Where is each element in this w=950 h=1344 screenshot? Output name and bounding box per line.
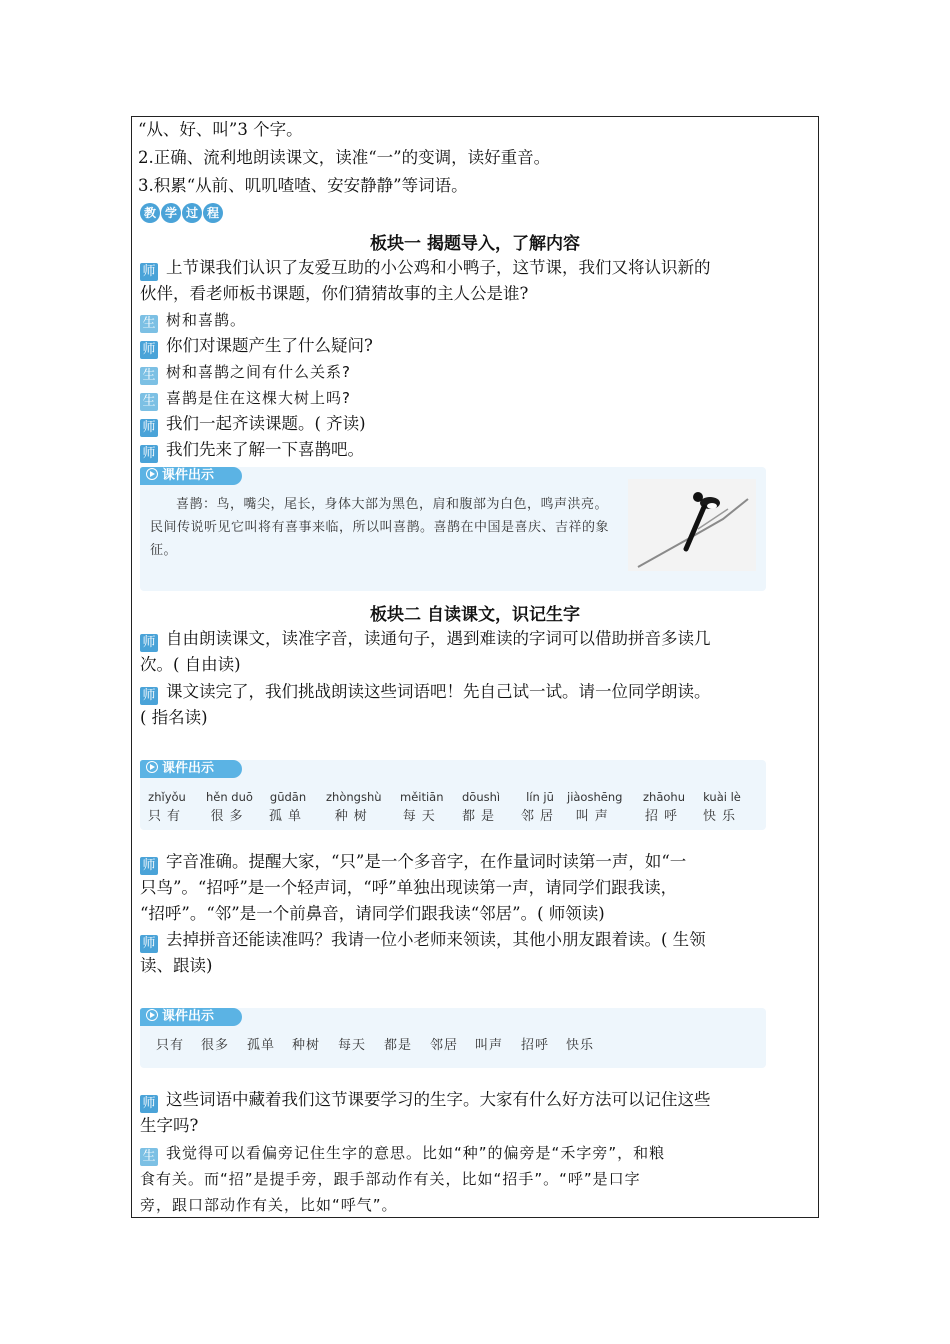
pinyin: zhǐyǒu — [148, 790, 186, 804]
dialogue-line — [140, 359, 810, 385]
vocab-item — [269, 790, 307, 824]
pinyin: dōushì — [462, 790, 501, 804]
pinyin: lín jū — [526, 790, 554, 804]
pinyin: zhòngshù — [326, 790, 382, 804]
dialogue-line — [140, 333, 810, 359]
courseware-panel-pinyin — [140, 760, 766, 830]
play-icon — [146, 1009, 158, 1021]
hanzi: 孤单 — [269, 809, 308, 824]
pinyin: gūdān — [269, 790, 307, 804]
vocab-item — [400, 790, 444, 824]
line-text: 这些词语中藏着我们这节课要学习的生字。大家有什么好方法可以记住这些 — [166, 1090, 711, 1109]
hanzi: 招呼 — [644, 809, 683, 824]
magpie-description: 喜鹊：鸟，嘴尖，尾长，身体大部为黑色，肩和腹部为白色，鸣声洪亮。民间传说听见它叫将有喜事来临，所以叫喜鹊。喜鹊在中国是喜庆、吉祥的象征。 — [150, 497, 610, 558]
line-text: 树和喜鹊。 — [166, 311, 247, 329]
line-text: 伙伴，看老师板书课题，你们猜猜故事的主人公是谁? — [140, 284, 529, 303]
line-text: 上节课我们认识了友爱互助的小公鸡和小鸭子，这节课，我们又将认识新的 — [166, 258, 711, 277]
line-text: 树和喜鹊之间有什么关系? — [166, 363, 351, 381]
word-item: 每天 — [338, 1038, 367, 1053]
dialogue-line — [140, 652, 810, 678]
teacher-tag: 师 — [140, 263, 158, 281]
vocab-item — [148, 790, 186, 824]
play-icon — [146, 468, 158, 480]
vocab-item — [567, 790, 622, 824]
label-text: 课件出示 — [162, 1009, 215, 1024]
courseware-panel-words — [140, 1008, 766, 1068]
line-text: 你们对课题产生了什么疑问? — [166, 336, 373, 355]
dialogue-line — [140, 307, 810, 333]
dialogue-line — [140, 385, 810, 411]
word-item: 种树 — [292, 1038, 321, 1053]
hanzi: 都是 — [462, 809, 501, 824]
dialogue-line — [140, 1166, 810, 1192]
vocab-item — [462, 790, 500, 824]
word-item: 只有 — [156, 1038, 185, 1053]
teaching-process-badge — [140, 203, 223, 223]
word-item: 招呼 — [521, 1038, 550, 1053]
dialogue-line — [140, 1113, 810, 1139]
student-tag: 生 — [140, 393, 158, 411]
hanzi: 种树 — [334, 809, 373, 824]
teacher-tag: 师 — [140, 857, 158, 875]
vocab-item — [643, 790, 685, 824]
dialogue-line — [140, 705, 810, 731]
hanzi: 邻居 — [521, 809, 560, 824]
dialogue-line — [140, 255, 810, 281]
line-text: 我觉得可以看偏旁记住生字的意思。比如“种”的偏旁是“禾字旁”，和粮 — [166, 1144, 666, 1162]
vocab-item — [326, 790, 382, 824]
hanzi: 叫声 — [575, 809, 614, 824]
line-text: 自由朗读课文，读准字音，读通句子，遇到难读的字词可以借助拼音多读几 — [166, 629, 711, 648]
badge-char: 过 — [182, 203, 202, 223]
word-item: 快乐 — [566, 1038, 595, 1053]
dialogue-line — [140, 437, 810, 463]
student-tag: 生 — [140, 315, 158, 333]
dialogue-line — [140, 1087, 810, 1113]
vocab-item — [703, 790, 741, 824]
line-text: 我们一起齐读课题。( 齐读) — [166, 414, 366, 433]
dialogue-line — [140, 281, 810, 307]
hanzi: 只有 — [148, 809, 187, 824]
student-tag: 生 — [140, 1148, 158, 1166]
teacher-tag: 师 — [140, 341, 158, 359]
badge-char: 学 — [161, 203, 181, 223]
word-item: 孤单 — [247, 1038, 276, 1053]
dialogue-line — [140, 411, 810, 437]
word-item: 都是 — [384, 1038, 413, 1053]
badge-char: 教 — [140, 203, 160, 223]
courseware-label — [140, 467, 242, 485]
line-text: 喜鹊是住在这棵大树上吗? — [166, 389, 351, 407]
objective-line-2: 2.正确、流利地朗读课文，读准“一”的变调，读好重音。 — [138, 148, 551, 167]
word-item: 邻居 — [430, 1038, 459, 1053]
pinyin: měitiān — [400, 790, 444, 804]
vocab-item — [521, 790, 559, 824]
line-text: ( 指名读) — [140, 708, 208, 727]
line-text: 读、跟读) — [140, 956, 213, 975]
teacher-tag: 师 — [140, 1095, 158, 1113]
hanzi: 快乐 — [703, 809, 742, 824]
courseware-label — [140, 760, 242, 778]
dialogue-line — [140, 679, 810, 705]
line-text: 旁，跟口部动作有关，比如“呼气”。 — [140, 1196, 398, 1214]
teacher-tag: 师 — [140, 935, 158, 953]
objective-line-3: 3.积累“从前、叽叽喳喳、安安静静”等词语。 — [138, 176, 468, 195]
line-text: 我们先来了解一下喜鹊吧。 — [166, 440, 364, 459]
pinyin: zhāohu — [643, 790, 685, 804]
pinyin: jiàoshēng — [567, 790, 623, 804]
section1-title: 板块一 揭题导入，了解内容 — [370, 234, 580, 254]
teacher-tag: 师 — [140, 687, 158, 705]
dialogue-line — [140, 901, 810, 927]
play-icon — [146, 761, 158, 773]
teacher-tag: 师 — [140, 445, 158, 463]
dialogue-line — [140, 849, 810, 875]
pinyin: hěn duō — [206, 790, 253, 804]
dialogue-line — [140, 875, 810, 901]
courseware-panel-magpie — [140, 467, 766, 591]
line-text: 课文读完了，我们挑战朗读这些词语吧！先自己试一试。请一位同学朗读。 — [166, 682, 711, 701]
line-text: 去掉拼音还能读准吗？我请一位小老师来领读，其他小朋友跟着读。( 生领 — [166, 930, 706, 949]
teacher-tag: 师 — [140, 419, 158, 437]
badge-char: 程 — [203, 203, 223, 223]
courseware-label — [140, 1008, 242, 1026]
line-text: 只鸟”。“招呼”是一个轻声词，“呼”单独出现读第一声，请同学们跟我读， — [140, 878, 678, 897]
dialogue-line — [140, 1140, 810, 1166]
dialogue-line — [140, 626, 810, 652]
dialogue-line — [140, 953, 810, 979]
teacher-tag: 师 — [140, 634, 158, 652]
vocab-item — [206, 790, 253, 824]
student-tag: 生 — [140, 367, 158, 385]
label-text: 课件出示 — [162, 761, 215, 776]
word-item: 很多 — [201, 1038, 230, 1053]
word-item: 叫声 — [475, 1038, 504, 1053]
line-text: “招呼”。“邻”是一个前鼻音，请同学们跟我读“邻居”。( 师领读) — [140, 904, 605, 923]
hanzi: 每天 — [402, 809, 441, 824]
objective-line-1: “从、好、叫”3 个字。 — [138, 120, 303, 139]
label-text: 课件出示 — [162, 468, 215, 483]
dialogue-line — [140, 1192, 810, 1218]
magpie-bird-icon — [628, 479, 756, 571]
dialogue-line — [140, 927, 810, 953]
line-text: 次。( 自由读) — [140, 655, 241, 674]
line-text: 字音准确。提醒大家，“只”是一个多音字，在作量词时读第一声，如“一 — [166, 852, 687, 871]
hanzi: 很多 — [210, 809, 249, 824]
section2-title: 板块二 自读课文，识记生字 — [370, 605, 580, 625]
line-text: 生字吗? — [140, 1116, 199, 1135]
line-text: 食有关。而“招”是提手旁，跟手部动作有关，比如“招手”。“呼”是口字 — [140, 1170, 641, 1188]
pinyin: kuài lè — [703, 790, 741, 804]
magpie-photo — [628, 479, 756, 571]
